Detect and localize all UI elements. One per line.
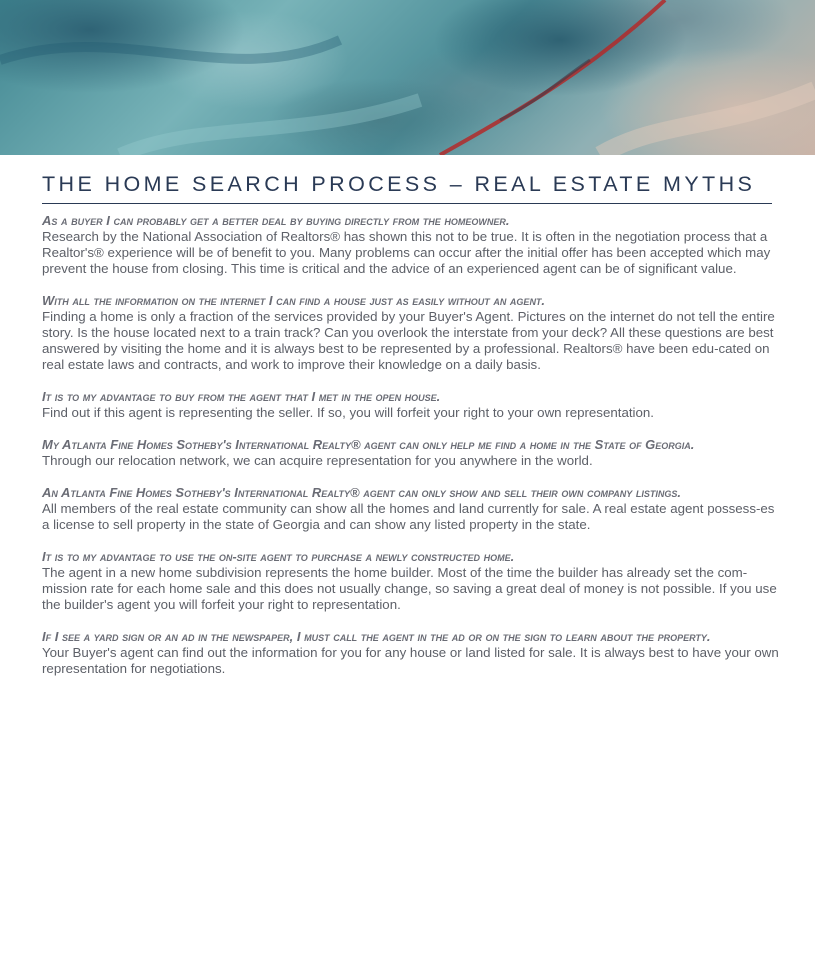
myth-answer: The agent in a new home subdivision represents the home builder. Most of the time the builder has already set the com-mission rate for each home sale and this does not usually change, so saving a great deal of money is not possible. If you use the builder's agent you will forfeit your right to representation. xyxy=(42,565,777,612)
myth-answer: Find out if this agent is representing the seller. If so, you will forfeit your right to your own representation. xyxy=(42,405,654,420)
myth-item xyxy=(42,389,782,421)
myth-question: As a buyer I can probably get a better deal by buying directly from the homeowner. xyxy=(42,213,510,228)
brushstroke-art xyxy=(0,0,815,155)
myth-answer: Finding a home is only a fraction of the services provided by your Buyer's Agent. Pictures on the internet do not tell the entire story. Is the house located next to a train track? Can you overlook the interstate from your deck? All these questions are best answered by visiting the home and it is always best to be represented by a professional. Realtors® have been edu-cated on real estate laws and contracts, and work to improve their knowledge on a daily basis. xyxy=(42,309,775,372)
myth-item xyxy=(42,485,782,533)
myth-question: With all the information on the internet I can find a house just as easily without an agent. xyxy=(42,293,546,308)
myth-answer: Research by the National Association of Realtors® has shown this not to be true. It is often in the negotiation process that a Realtor's® experience will be of benefit to you. Many problems can occur after the initial offer has been accepted which may prevent the house from closing. This time is critical and the advice of an experienced agent can be of significant value. xyxy=(42,229,771,276)
myth-question: If I see a yard sign or an ad in the newspaper, I must call the agent in the ad or on the sign to learn about the property. xyxy=(42,629,711,644)
myth-answer: All members of the real estate community can show all the homes and land currently for sale. A real estate agent possess-es a license to sell property in the state of Georgia and can show any listed property in the state. xyxy=(42,501,775,532)
myth-item xyxy=(42,549,782,613)
myth-item xyxy=(42,629,782,677)
myth-question: An Atlanta Fine Homes Sotheby's International Realty® agent can only show and sell their own company listings. xyxy=(42,485,682,500)
page-title: THE HOME SEARCH PROCESS – REAL ESTATE MYTHS xyxy=(42,172,756,196)
title-divider xyxy=(42,203,772,204)
myth-question: It is to my advantage to use the on-site agent to purchase a newly constructed home. xyxy=(42,549,515,564)
myth-item xyxy=(42,213,782,277)
myth-question: My Atlanta Fine Homes Sotheby's International Realty® agent can only help me find a home in the State of Georgia. xyxy=(42,437,695,452)
myth-question: It is to my advantage to buy from the agent that I met in the open house. xyxy=(42,389,441,404)
myth-item xyxy=(42,437,782,469)
myth-answer: Through our relocation network, we can acquire representation for you anywhere in the world. xyxy=(42,453,593,468)
myth-answer: Your Buyer's agent can find out the information for you for any house or land listed for sale. It is always best to have your own representation for negotiations. xyxy=(42,645,779,676)
header-artwork xyxy=(0,0,815,155)
document-body xyxy=(42,172,782,677)
myth-item xyxy=(42,293,782,373)
